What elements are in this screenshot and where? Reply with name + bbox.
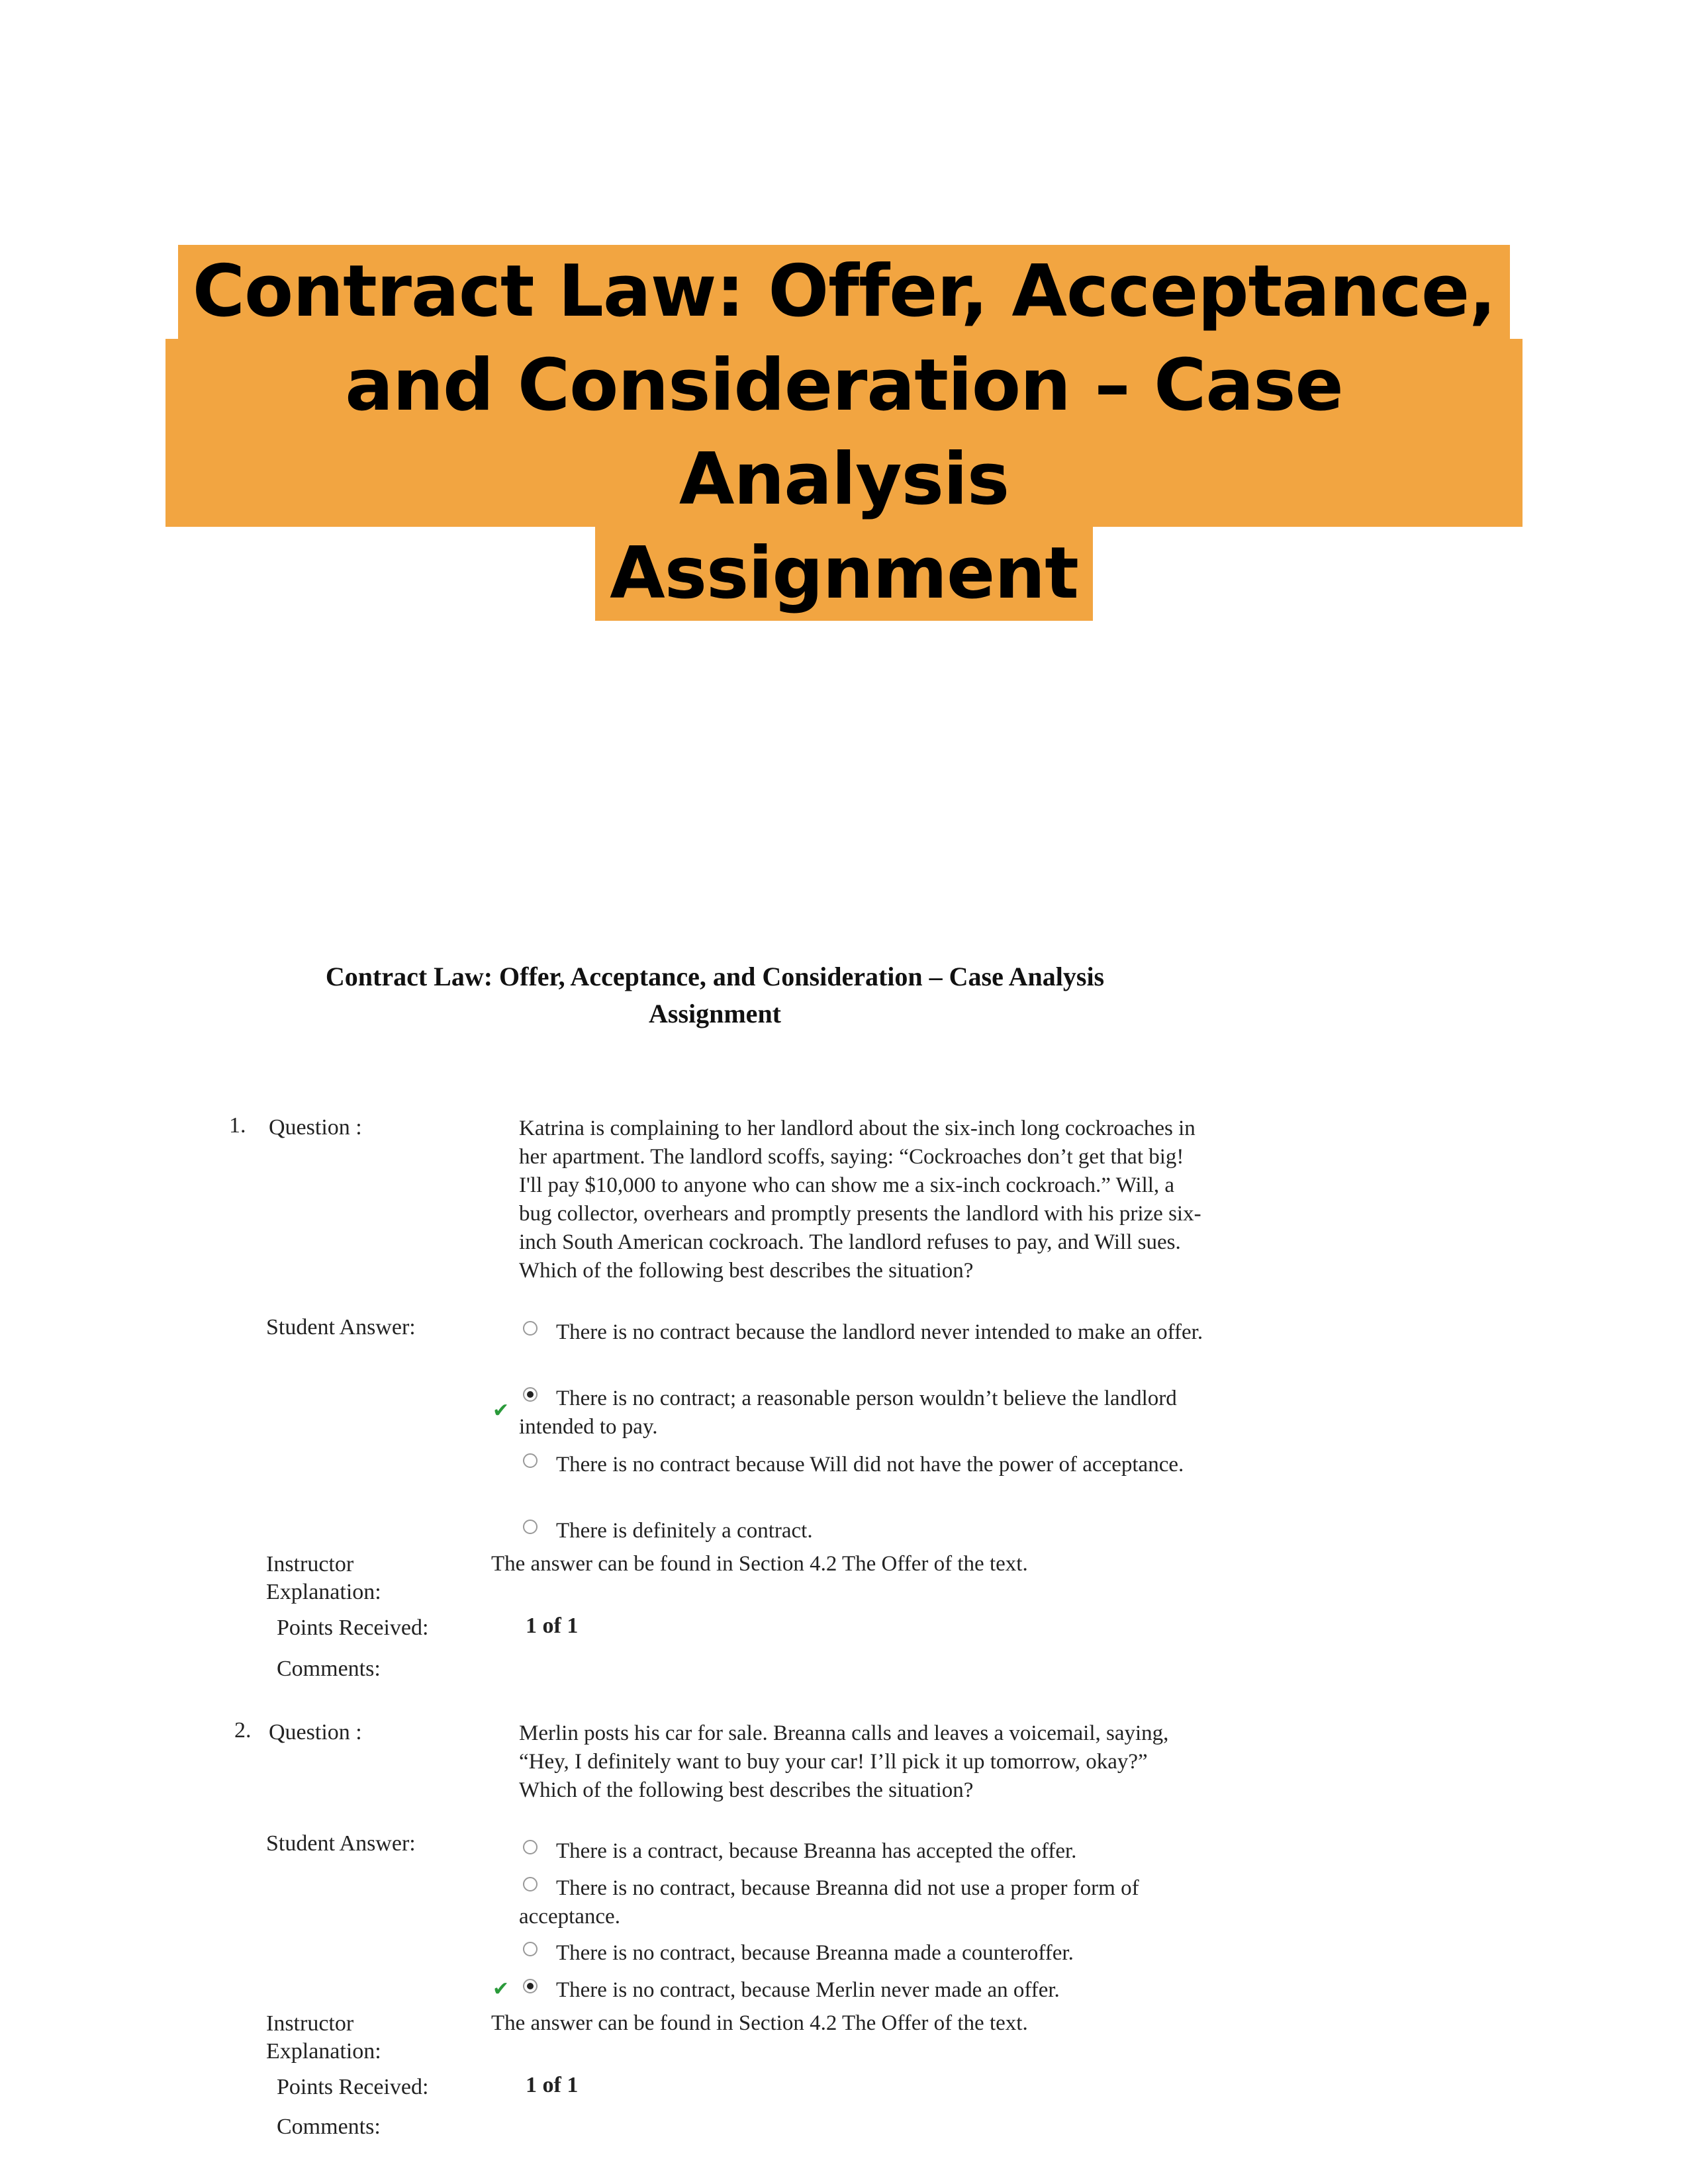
question-label: Question :	[269, 1720, 362, 1745]
hero-title-line-1: Contract Law: Offer, Acceptance,	[178, 245, 1511, 339]
answer-option: There is no contract because the landlord never intended to make an offer.	[556, 1320, 1203, 1344]
question-number: 1.	[229, 1113, 246, 1138]
instructor-label: Instructor	[266, 2011, 354, 2036]
instructor-explanation: The answer can be found in Section 4.2 The Offer of the text.	[491, 1552, 1028, 1576]
question-text: Katrina is complaining to her landlord about the six-inch long cockroaches in her apartment. The landlord scoffs, saying: “Cockroaches don’t get that big! I'll pay $10,000 to anyone who can show me a six-inch cockroach.” Will, a bug collector, overhears and promptly presents the landlord with his prize six-inch South American cockroach. The landlord refuses to pay, and Will sues. Which of the following best describes the situation?	[519, 1116, 1201, 1283]
comments-label: Comments:	[277, 2115, 381, 2139]
instructor-explanation: The answer can be found in Section 4.2 The Offer of the text.	[491, 2011, 1028, 2035]
answer-option: There is a contract, because Breanna has accepted the offer.	[556, 1839, 1077, 1863]
answer-option: There is no contract; a reasonable person wouldn’t believe the landlord intended to pay.	[519, 1387, 1177, 1439]
document-title	[252, 958, 1178, 1032]
hero-title-line-2: and Consideration – Case Analysis	[165, 339, 1523, 527]
comments-label: Comments:	[277, 1657, 381, 1681]
answer-option: There is no contract, because Breanna did not use a proper form of acceptance.	[519, 1876, 1139, 1929]
explanation-label: Explanation:	[266, 1580, 381, 1604]
answer-option: There is no contract because Will did not have the power of acceptance.	[556, 1453, 1184, 1477]
question-label: Question :	[269, 1115, 362, 1140]
document-title-line-1: Contract Law: Offer, Acceptance, and Consideration – Case Analysis	[325, 962, 1105, 991]
explanation-label: Explanation:	[266, 2039, 381, 2064]
hero-title-line-3: Assignment	[595, 527, 1093, 621]
checkmark-icon: ✔	[492, 1399, 510, 1422]
question-text: Merlin posts his car for sale. Breanna calls and leaves a voicemail, saying, “Hey, I definitely want to buy your car! I’ll pick it up tomorrow, okay?” Which of the following best describes the situation?	[519, 1721, 1169, 1802]
points-received-label: Points Received:	[277, 1615, 429, 1640]
checkmark-icon: ✔	[492, 1978, 510, 2001]
answer-option: There is no contract, because Merlin never made an offer.	[556, 1978, 1060, 2002]
points-value: 1 of 1	[526, 1614, 579, 1638]
points-value: 1 of 1	[526, 2073, 579, 2097]
answer-option: There is no contract, because Breanna made a counteroffer.	[556, 1941, 1074, 1965]
answer-option: There is definitely a contract.	[556, 1519, 813, 1543]
hero-title	[165, 245, 1523, 621]
student-answer-label: Student Answer:	[266, 1315, 416, 1340]
student-answer-label: Student Answer:	[266, 1831, 416, 1856]
document-title-line-2: Assignment	[648, 999, 782, 1028]
points-received-label: Points Received:	[277, 2075, 429, 2099]
question-number: 2.	[234, 1718, 252, 1743]
instructor-label: Instructor	[266, 1552, 354, 1576]
